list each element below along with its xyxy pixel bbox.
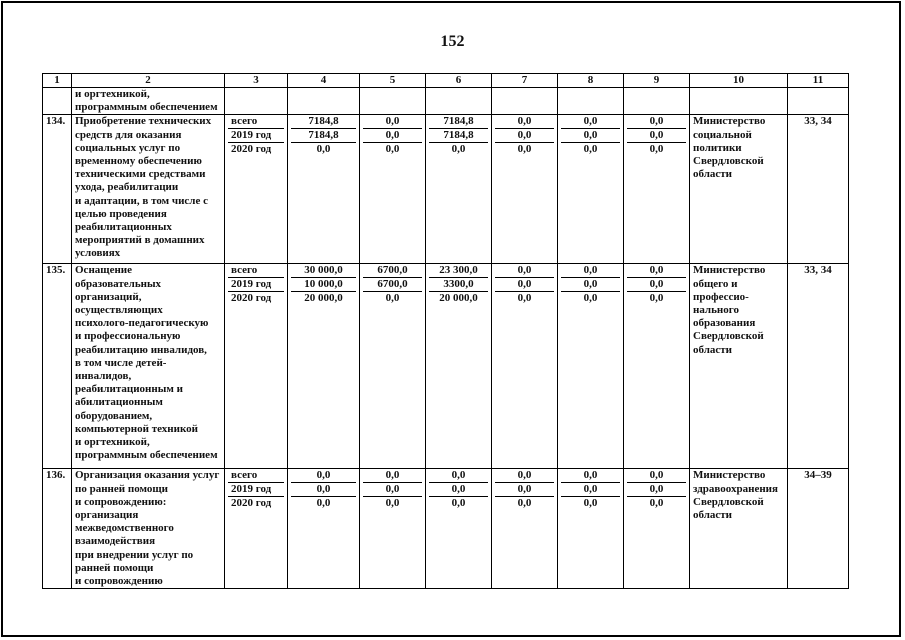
value-cell <box>624 469 690 589</box>
value: 6700,0 <box>363 264 422 278</box>
responsible-ministry-cell <box>690 115 788 264</box>
empty-cell <box>426 88 492 115</box>
target-indicators-cell: 33, 34 <box>788 264 849 469</box>
column-header: 1 <box>43 74 72 88</box>
column-number-row <box>43 74 849 88</box>
year-label: всего <box>228 469 284 483</box>
empty-cell <box>288 88 360 115</box>
value: 6700,0 <box>363 278 422 292</box>
target-indicators-cell: 33, 34 <box>788 115 849 264</box>
description-line: взаимодействия <box>75 535 156 548</box>
value: 0,0 <box>451 497 466 510</box>
value: 0,0 <box>627 115 686 129</box>
value-cell <box>624 115 690 264</box>
value: 0,0 <box>517 143 532 156</box>
value: 0,0 <box>649 143 664 156</box>
column-header: 10 <box>690 74 788 88</box>
ministry-line: области <box>693 509 733 522</box>
value: 7184,8 <box>429 129 488 143</box>
row-number-cell: 136. <box>43 469 72 589</box>
row-number-cell: 134. <box>43 115 72 264</box>
value-cell <box>288 264 360 469</box>
value: 0,0 <box>517 497 532 510</box>
description-line: Оснащение <box>75 264 133 277</box>
value: 0,0 <box>291 469 356 483</box>
year-label: 2020 год <box>231 292 272 305</box>
value: 20 000,0 <box>304 292 343 305</box>
column-header: 6 <box>426 74 492 88</box>
value-cell <box>288 469 360 589</box>
description-line: в том числе детей- <box>75 356 167 369</box>
year-label: 2019 год <box>228 129 284 143</box>
responsible-ministry-cell <box>690 469 788 589</box>
value: 0,0 <box>627 469 686 483</box>
column-header: 9 <box>624 74 690 88</box>
value-cell <box>360 115 426 264</box>
year-label: 2019 год <box>228 483 284 497</box>
year-label: 2020 год <box>231 497 272 510</box>
value: 0,0 <box>627 278 686 292</box>
table-row <box>43 115 849 264</box>
description-line: и сопровождению: <box>75 495 167 508</box>
ministry-line: Министерство <box>693 115 766 128</box>
value: 0,0 <box>385 497 400 510</box>
description-line: временному обеспечению <box>75 155 202 168</box>
value: 0,0 <box>363 469 422 483</box>
description-line: Организация оказания услуг <box>75 469 220 482</box>
description-line: реабилитационным и <box>75 383 183 396</box>
description-line: и сопровождению <box>75 575 163 588</box>
ministry-line: общего и <box>693 277 738 290</box>
value-cell <box>360 469 426 589</box>
empty-cell <box>225 88 288 115</box>
description-line: программным обеспечением <box>75 449 218 462</box>
description-line: целью проведения <box>75 207 167 220</box>
ministry-line: социальной <box>693 128 752 141</box>
ministry-line: здравоохранения <box>693 482 778 495</box>
value: 0,0 <box>627 129 686 143</box>
value: 0,0 <box>495 264 554 278</box>
description-line: ухода, реабилитации <box>75 181 179 194</box>
year-cell <box>225 469 288 589</box>
description-line: техническими средствами <box>75 168 206 181</box>
value: 10 000,0 <box>291 278 356 292</box>
value: 0,0 <box>649 292 664 305</box>
year-cell <box>225 264 288 469</box>
responsible-ministry-cell <box>690 264 788 469</box>
value-cell <box>558 264 624 469</box>
description-line: средств для оказания <box>75 128 182 141</box>
description-line: организаций, <box>75 290 142 303</box>
empty-cell <box>492 88 558 115</box>
year-label: 2019 год <box>228 278 284 292</box>
value: 0,0 <box>495 115 554 129</box>
value: 0,0 <box>495 129 554 143</box>
ministry-line: нального <box>693 304 739 317</box>
description-line: компьютерной техникой <box>75 422 198 435</box>
value: 20 000,0 <box>439 292 478 305</box>
value: 0,0 <box>583 497 598 510</box>
value-cell <box>624 264 690 469</box>
description-line: инвалидов, <box>75 370 132 383</box>
empty-cell <box>558 88 624 115</box>
empty-cell <box>788 88 849 115</box>
year-label: 2020 год <box>231 143 272 156</box>
description-line: абилитационным <box>75 396 163 409</box>
value: 0,0 <box>517 292 532 305</box>
description-cell <box>72 264 225 469</box>
value: 0,0 <box>627 264 686 278</box>
value: 23 300,0 <box>429 264 488 278</box>
description-line: психолого-педагогическую <box>75 317 209 330</box>
column-header: 5 <box>360 74 426 88</box>
value: 0,0 <box>561 278 620 292</box>
empty-cell <box>690 88 788 115</box>
value: 30 000,0 <box>291 264 356 278</box>
row-number-cell <box>43 88 72 115</box>
value: 0,0 <box>495 469 554 483</box>
value: 0,0 <box>561 483 620 497</box>
description-line: образовательных <box>75 277 162 290</box>
ministry-line: Министерство <box>693 469 766 482</box>
row-number-cell: 135. <box>43 264 72 469</box>
description-line: программным обеспечением <box>75 101 218 114</box>
value: 0,0 <box>561 129 620 143</box>
value-cell <box>426 115 492 264</box>
value: 0,0 <box>429 483 488 497</box>
value-cell <box>492 469 558 589</box>
year-cell <box>225 115 288 264</box>
value: 0,0 <box>363 483 422 497</box>
description-line: оборудованием, <box>75 409 153 422</box>
column-header: 3 <box>225 74 288 88</box>
value-cell <box>492 264 558 469</box>
value: 0,0 <box>561 469 620 483</box>
ministry-line: образования <box>693 317 756 330</box>
value: 7184,8 <box>291 129 356 143</box>
empty-cell <box>624 88 690 115</box>
value-cell <box>492 115 558 264</box>
description-line: реабилитацию инвалидов, <box>75 343 207 356</box>
description-line: осуществляющих <box>75 304 163 317</box>
value: 0,0 <box>583 292 598 305</box>
continuation-row <box>43 88 849 115</box>
ministry-line: профессио- <box>693 290 749 303</box>
description-line: при внедрении услуг по <box>75 548 194 561</box>
value: 0,0 <box>561 115 620 129</box>
value: 7184,8 <box>429 115 488 129</box>
value: 0,0 <box>561 264 620 278</box>
value-cell <box>426 469 492 589</box>
year-label: всего <box>228 115 284 129</box>
ministry-line: политики <box>693 141 742 154</box>
value: 0,0 <box>649 497 664 510</box>
table-row <box>43 469 849 589</box>
value: 0,0 <box>495 483 554 497</box>
description-line: Приобретение технических <box>75 115 212 128</box>
ministry-line: Министерство <box>693 264 766 277</box>
column-header: 4 <box>288 74 360 88</box>
description-line: социальных услуг по <box>75 141 181 154</box>
description-line: по ранней помощи <box>75 482 168 495</box>
description-line: и профессиональную <box>75 330 181 343</box>
ministry-line: Свердловской <box>693 495 764 508</box>
description-cell <box>72 115 225 264</box>
column-header: 8 <box>558 74 624 88</box>
program-table <box>42 73 849 589</box>
description-line: ранней помощи <box>75 561 154 574</box>
column-header: 2 <box>72 74 225 88</box>
value: 0,0 <box>627 483 686 497</box>
description-cell <box>72 88 225 115</box>
column-header: 11 <box>788 74 849 88</box>
description-line: и адаптации, в том числе с <box>75 194 208 207</box>
value: 0,0 <box>291 483 356 497</box>
value: 0,0 <box>363 129 422 143</box>
description-line: условиях <box>75 247 121 260</box>
value: 0,0 <box>385 143 400 156</box>
value-cell <box>360 264 426 469</box>
description-line: и оргтехникой, <box>75 88 150 100</box>
value: 0,0 <box>451 143 466 156</box>
year-label: всего <box>228 264 284 278</box>
value: 0,0 <box>316 497 331 510</box>
value-cell <box>426 264 492 469</box>
value: 0,0 <box>385 292 400 305</box>
value: 0,0 <box>363 115 422 129</box>
value-cell <box>558 469 624 589</box>
value: 0,0 <box>583 143 598 156</box>
ministry-line: области <box>693 168 733 181</box>
description-line: межведомственного <box>75 522 174 535</box>
value: 3300,0 <box>429 278 488 292</box>
table-row <box>43 264 849 469</box>
page-number: 152 <box>440 33 465 50</box>
column-header: 7 <box>492 74 558 88</box>
empty-cell <box>360 88 426 115</box>
description-line: реабилитационных <box>75 221 172 234</box>
value: 7184,8 <box>291 115 356 129</box>
value: 0,0 <box>495 278 554 292</box>
value: 0,0 <box>429 469 488 483</box>
value: 0,0 <box>316 143 331 156</box>
ministry-line: Свердловской <box>693 155 764 168</box>
value-cell <box>288 115 360 264</box>
target-indicators-cell: 34–39 <box>788 469 849 589</box>
ministry-line: Свердловской <box>693 330 764 343</box>
description-line: и оргтехникой, <box>75 436 150 449</box>
value-cell <box>558 115 624 264</box>
description-line: мероприятий в домашних <box>75 234 205 247</box>
ministry-line: области <box>693 343 733 356</box>
description-cell <box>72 469 225 589</box>
description-line: организация <box>75 509 139 522</box>
